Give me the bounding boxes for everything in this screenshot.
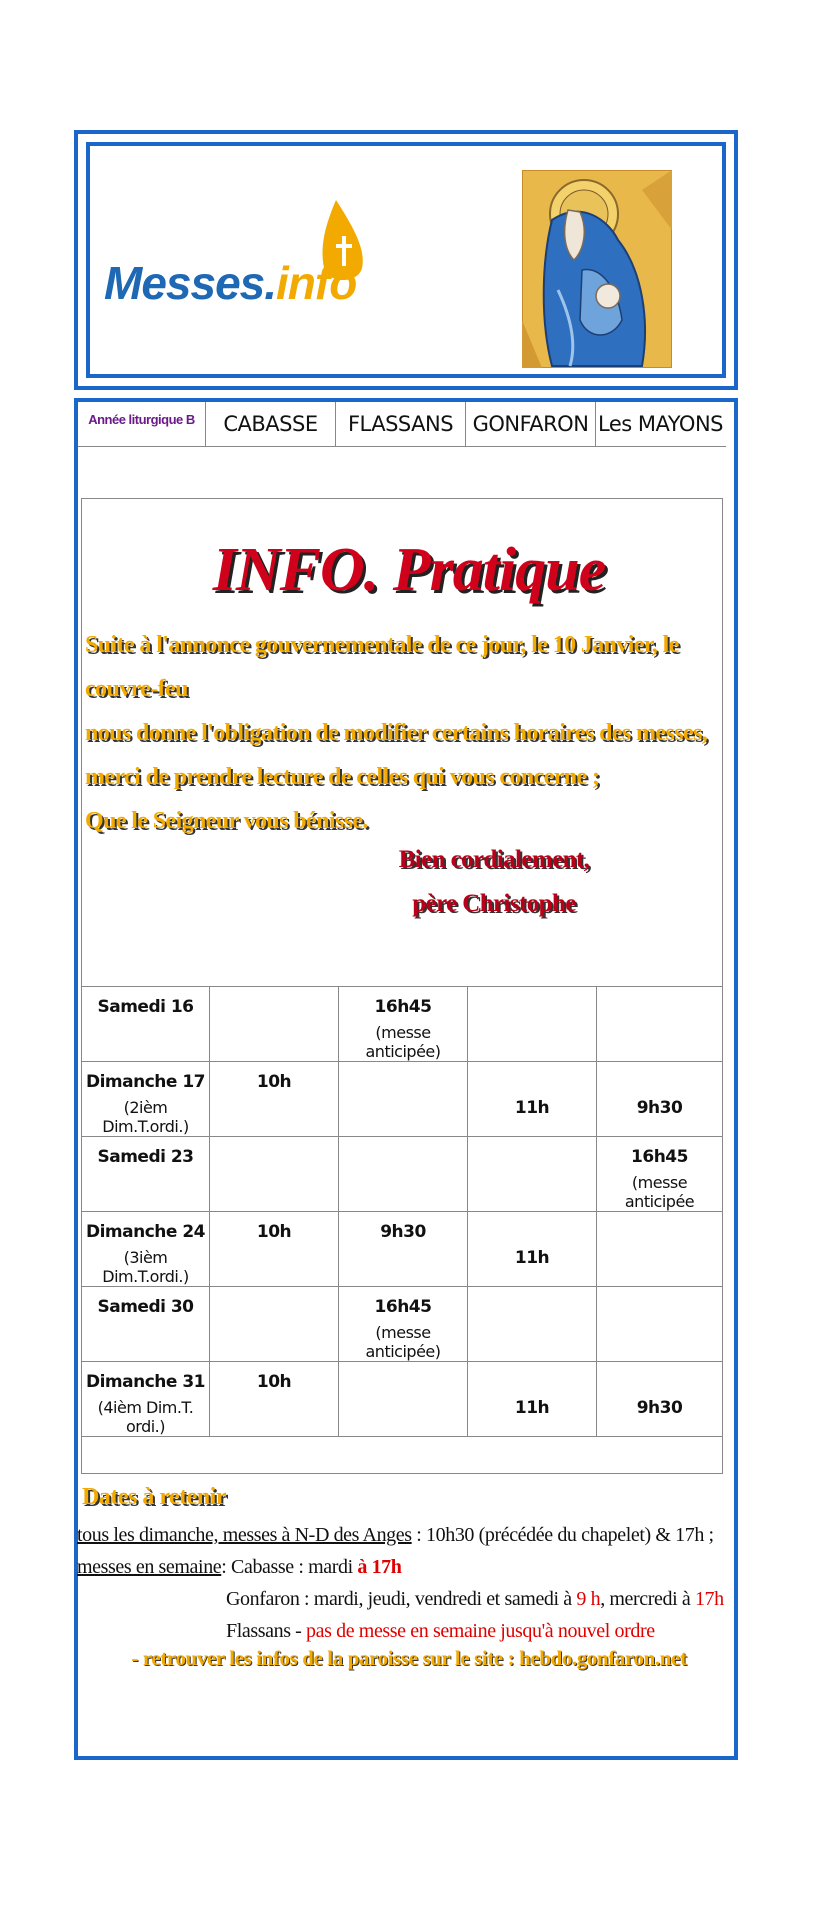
schedule-day: Dimanche 17	[85, 1072, 205, 1092]
schedule-day: Samedi 23	[97, 1147, 194, 1167]
schedule-row	[82, 987, 723, 1062]
schedule-time-cell	[210, 987, 339, 1062]
schedule-time-cell	[339, 987, 468, 1062]
notice-message	[85, 623, 715, 843]
cabasse-text: : Cabasse : mardi	[221, 1556, 358, 1578]
schedule-day-cell	[82, 1212, 210, 1287]
schedule-time-cell	[597, 1212, 723, 1287]
messes-info-logo[interactable]	[104, 198, 414, 318]
schedule-time-cell	[339, 1212, 468, 1287]
mass-time: 16h45	[631, 1147, 688, 1167]
gonfaron-line	[226, 1588, 724, 1611]
parish-les-mayons: Les MAYONS	[598, 412, 723, 436]
schedule-time-cell	[339, 1287, 468, 1362]
schedule-day: Samedi 16	[97, 997, 194, 1017]
nd-anges-label: tous les dimanche, messes à N-D des Anges	[77, 1524, 412, 1546]
schedule-time-cell	[597, 1137, 723, 1212]
parish-header-row	[78, 402, 726, 447]
mass-time: 11h	[514, 1098, 550, 1118]
mass-time: 10h	[256, 1072, 292, 1092]
mass-time: 9h30	[380, 1222, 426, 1242]
logo-brand-accent: info	[276, 257, 357, 309]
schedule-time-cell	[339, 1062, 468, 1137]
mass-time: 16h45	[374, 997, 432, 1017]
schedule-day-sub: (4ièm Dim.T. ordi.)	[97, 1398, 194, 1436]
parish-flassans: FLASSANS	[336, 402, 466, 446]
schedule-time-cell	[468, 1287, 597, 1362]
schedule-row	[82, 1212, 723, 1287]
header-frame	[74, 130, 738, 390]
mass-time: 9h30	[636, 1398, 683, 1418]
schedule-time-cell	[468, 1137, 597, 1212]
notice-line: Que le Seigneur vous bénisse.	[85, 808, 368, 834]
schedule-row	[82, 1062, 723, 1137]
schedule-day: Dimanche 31	[85, 1372, 205, 1392]
schedule-time-cell	[339, 1137, 468, 1212]
schedule-time-cell	[468, 1212, 597, 1287]
mass-time: 11h	[514, 1398, 550, 1418]
schedule-row	[82, 1362, 723, 1437]
mass-note: (messe anticipée)	[365, 1323, 441, 1361]
parish-cabasse: CABASSE	[206, 402, 336, 446]
cabasse-time: à 17h	[357, 1556, 402, 1578]
notice-signature	[0, 890, 818, 918]
schedule-day-cell	[82, 1137, 210, 1212]
notice-title: INFO. Pratique	[212, 536, 606, 604]
schedule-time-cell	[339, 1362, 468, 1437]
schedule-row	[82, 1137, 723, 1212]
schedule-time-cell	[597, 987, 723, 1062]
notice-closing	[0, 846, 818, 874]
notice-line: Suite à l'annonce gouvernementale de ce jour, le 10 Janvier, le couvre-feu	[85, 632, 679, 702]
madonna-stained-glass-image	[522, 170, 672, 368]
semaine-label: messes en semaine	[77, 1556, 222, 1578]
gonfaron-mid: , mercredi à	[600, 1588, 695, 1610]
website-link[interactable]: - retrouver les infos de la paroisse sur le site : hebdo.gonfaron.net	[131, 1646, 687, 1670]
schedule-time-cell	[210, 1287, 339, 1362]
signature-text: père Christophe	[412, 890, 576, 917]
schedule-day-cell	[82, 1287, 210, 1362]
semaine-line	[77, 1556, 402, 1579]
closing-text: Bien cordialement,	[398, 846, 590, 873]
logo-text	[104, 256, 356, 310]
schedule-time-cell	[468, 1062, 597, 1137]
schedule-day-cell	[82, 1362, 210, 1437]
mass-note: (messe anticipée)	[365, 1023, 441, 1061]
schedule-day: Dimanche 24	[85, 1222, 205, 1242]
schedule-time-cell	[468, 987, 597, 1062]
mass-time: 9h30	[636, 1098, 683, 1118]
logo-brand: Messes.	[104, 257, 277, 309]
flassans-line	[226, 1620, 655, 1643]
header-inner-frame	[86, 142, 726, 378]
schedule-day-cell	[82, 1062, 210, 1137]
schedule-day: Samedi 30	[97, 1297, 194, 1317]
schedule-row	[82, 1287, 723, 1362]
flassans-note: pas de messe en semaine jusqu'à nouvel ordre	[306, 1620, 655, 1642]
gonfaron-time-1: 9 h	[576, 1588, 601, 1610]
mass-schedule-table	[81, 986, 723, 1437]
schedule-time-cell	[210, 1212, 339, 1287]
schedule-day-sub: (2ièm Dim.T.ordi.)	[102, 1098, 189, 1136]
notice-line: merci de prendre lecture de celles qui vous concerne ;	[85, 764, 600, 790]
mass-note: (messe anticipée	[624, 1173, 695, 1211]
gonfaron-text: Gonfaron : mardi, jeudi, vendredi et samedi à	[226, 1588, 577, 1610]
mass-time: 16h45	[374, 1297, 432, 1317]
nd-anges-text: : 10h30 (précédée du chapelet) & 17h ;	[411, 1524, 714, 1546]
parish-gonfaron: GONFARON	[466, 402, 596, 446]
gonfaron-time-2: 17h	[694, 1588, 724, 1610]
schedule-time-cell	[210, 1137, 339, 1212]
schedule-time-cell	[597, 1287, 723, 1362]
notice-line: nous donne l'obligation de modifier certains horaires des messes,	[85, 720, 708, 746]
schedule-time-cell	[210, 1362, 339, 1437]
mass-time: 11h	[514, 1248, 550, 1268]
dates-title: Dates à retenir	[82, 1484, 226, 1510]
flassans-text: Flassans -	[226, 1620, 307, 1642]
annee-liturgique-label: Année liturgique B	[78, 402, 206, 446]
mass-time: 10h	[256, 1372, 292, 1392]
schedule-day-cell	[82, 987, 210, 1062]
schedule-time-cell	[468, 1362, 597, 1437]
schedule-time-cell	[210, 1062, 339, 1137]
schedule-time-cell	[597, 1362, 723, 1437]
schedule-day-sub: (3ièm Dim.T.ordi.)	[102, 1248, 189, 1286]
mass-time: 10h	[256, 1222, 292, 1242]
nd-anges-line	[77, 1524, 714, 1547]
schedule-time-cell	[597, 1062, 723, 1137]
